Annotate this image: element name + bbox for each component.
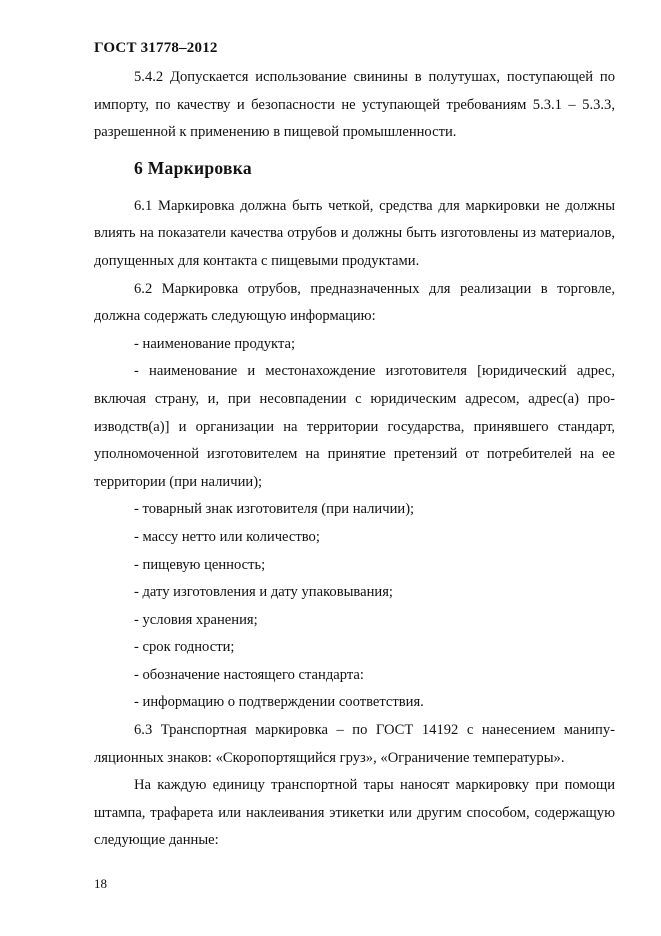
- list-item: - пищевую ценность;: [134, 556, 266, 573]
- paragraph-6-1: 6.1 Маркировка должна быть четкой, средства для маркировки не должны влиять на показатели качества отрубов и должны быть изготовлены из материалов, допущенных для контакта с пищевыми продуктами.: [94, 197, 615, 269]
- list-item: - информацию о подтверждении соответствия.: [134, 694, 424, 711]
- document-body: [94, 64, 615, 855]
- paragraph-6-2: 6.2 Маркировка отрубов, предназначенных для реализации в торговле, должна содержать следующую информацию:: [94, 280, 615, 325]
- paragraph-5-4-2: 5.4.2 Допускается использование свинины в полутушах, поступающей по импорту, по качеству и безопасности не уступающей требованиям 5.3.1 – 5.3.3, разрешенной к применению в пищевой промышленности.: [94, 69, 615, 141]
- document-header: ГОСТ 31778–2012: [94, 40, 218, 56]
- list-item: - массу нетто или количество;: [134, 528, 320, 545]
- section-heading: 6 Маркировка: [134, 157, 252, 178]
- list-item: - товарный знак изготовителя (при наличии);: [134, 501, 415, 518]
- list-item: - условия хранения;: [134, 611, 258, 628]
- page-number: 18: [94, 876, 107, 891]
- list-item: - наименование и местонахождение изготовителя [юридический адрес, включая страну, и, при несовпадении с юридическим адресом, адрес(а) производств(а)] и организации на территории государства, принявшего стандарт, уполномоченной изготовителем на принятие претензий от потребителей на ее территории (при наличии);: [94, 363, 615, 490]
- list-item: - срок годности;: [134, 639, 235, 656]
- paragraph-transport-label: На каждую единицу транспортной тары наносят маркировку при помощи штампа, трафарета или наклеивания этикетки или другим способом, содержащую следующие данные:: [94, 777, 615, 849]
- paragraph-6-3: 6.3 Транспортная маркировка – по ГОСТ 14192 с нанесением манипуляционных знаков: «Скоропортящийся груз», «Ограничение температуры».: [94, 722, 615, 766]
- list-item: - обозначение настоящего стандарта:: [134, 666, 364, 683]
- list-item: - наименование продукта;: [134, 335, 296, 352]
- list-item: - дату изготовления и дату упаковывания;: [134, 584, 393, 601]
